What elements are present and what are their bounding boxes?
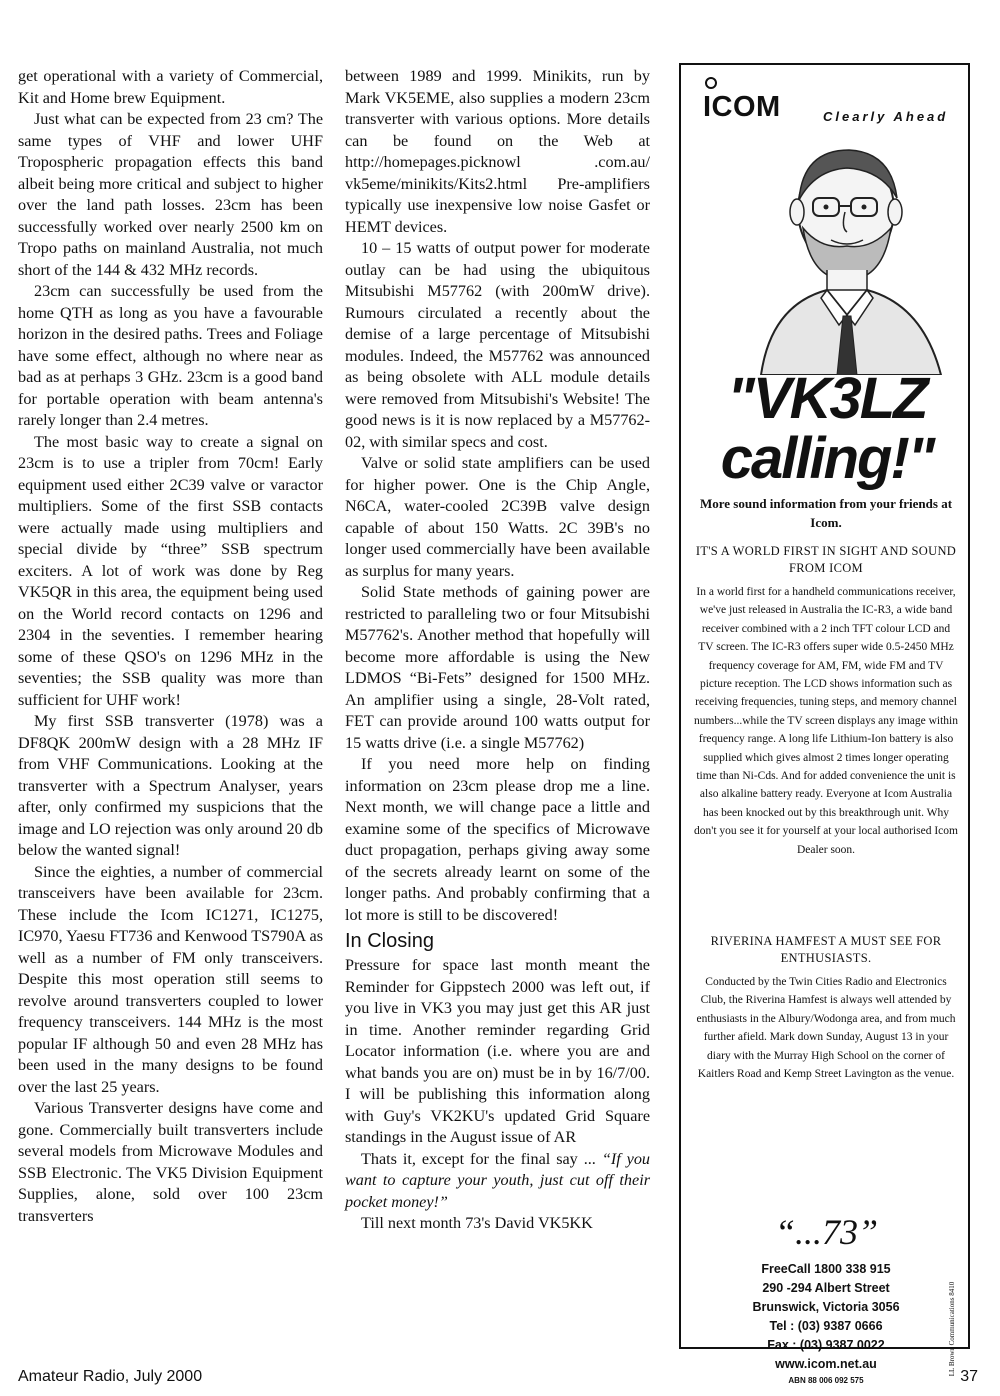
paragraph: My first SSB transverter (1978) was a DF8QK 200mW design with a 28 MHz IF from VHF Communications. Looking at the transverter with a Spectrum Analyser, years after, only confirmed my suspicions that the image and LO rejection was only around 20 db below the wanted signal! <box>18 712 323 859</box>
paragraph: Since the eighties, a number of commercial transceivers have been available for 23cm. These include the Icom IC1271, IC1275, IC970, Yaesu FT736 and Kenwood TS790A as well as a number of FM only transceivers. Despite this most operation still seems to revolve around transverters coupled to lower frequency transceivers. 144 MHz is the most popular IF although 50 and even 28 MHz has been used in the many designs to be found over the last 25 years. <box>18 862 323 1096</box>
article-column-1 <box>18 66 323 1227</box>
article-column-2 <box>345 66 650 1235</box>
paragraph: Pressure for space last month meant the Reminder for Gippstech 2000 was left out, if you live in VK3 you may just get this AR just in time. Another reminder regarding Grid Locator information (i.e. where you are and what bands you are on) must be in by 16/7/00. I will be publishing this information along with Guy's VK2KU's updated Grid Square standings in the August issue of AR <box>345 956 650 1146</box>
fax: Fax : (03) 9387 0022 <box>767 1338 885 1352</box>
page-number: 37 <box>960 1368 978 1385</box>
logo-ring-icon <box>705 77 717 89</box>
signoff: Till next month 73's David VK5KK <box>361 1214 593 1232</box>
paragraph: Just what can be expected from 23 cm? The same types of VHF and lower UHF Tropospheric propagation effects this band albeit being more critical and subject to higher over the land path losses. 23cm has been successfully worked over nearly 2500 km on Tropo paths on mainland Australia, not much short of the 144 & 432 MHz records. <box>18 110 323 279</box>
ad-section-body: In a world first for a handheld communications receiver, we've just released in Australia the IC-R3, a wide band receiver combined with a 2 inch TFT colour LCD and TV screen. The IC-R3 offers super wide 0.5-2450 MHz frequency coverage for AM, FM, wide FM and TV picture reception. The LCD shows information such as receiving frequencies, tuning steps, and memory channel numbers...while the TV screen displays any image within frequency range. A long life Lithium-Ion battery is also supplied which gives almost 2 times longer operating time than Ni-Cds. And for added convenience the unit is also alkaline battery ready. Everyone at Icom Australia has been knocked out by this breakthrough unit. Why don't you see it for yourself at your local authorised Icom Dealer soon. <box>693 586 959 856</box>
section-heading: In Closing <box>345 930 434 952</box>
website-link[interactable]: www.icom.net.au <box>775 1357 877 1371</box>
portrait-illustration <box>751 140 951 375</box>
address-line: Brunswick, Victoria 3056 <box>752 1300 900 1314</box>
headline: "VK3LZ calling!" <box>720 366 934 491</box>
freecall: FreeCall 1800 338 915 <box>761 1262 891 1276</box>
tagline: Clearly Ahead <box>823 109 949 124</box>
ad-subhead: More sound information from your friends at Icom. <box>699 496 953 530</box>
paragraph: The most basic way to create a signal on 23cm is to use a tripler from 70cm! Early equipment used either 2C39 valve or varactor multipliers. Some of the first SSB contacts were actually made using multipliers and special divide by “three” SSB spectrum exciters. A lot of work was done by Reg VK5QR in this area, the equipment being used on the World record contacts on 1296 and 2304 in the seventies. I remember hearing some of these QSO's on 1296 MHz in the seventies; the SSB quality was more than sufficient for UHF work! <box>18 432 323 709</box>
contact-block <box>711 1260 941 1388</box>
agency-credit: LL Brown Communications 8410 <box>948 1281 956 1377</box>
publication-footer: Amateur Radio, July 2000 <box>18 1368 203 1385</box>
paragraph: Solid State methods of gaining power are restricted to paralleling two or four Mitsubishi M57762's. Another method that hopefully will become more affordable is using the New LDMOS “Bi-Fets” designed for 1500 MHz. An amplifier using a single, 28-Volt rated, FET can provide around 100 watts output for 15 watts drive (i.e. a single M57762) <box>345 583 650 752</box>
paragraph: Various Transverter designs have come and gone. Commercially built transverters include several models from Microwave Modules and SSB Electronic. The VK5 Division Equipment Supplies, alone, sold over 100 23cm transverters <box>18 1099 323 1225</box>
paragraph: between 1989 and 1999. Minikits, run by Mark VK5EME, also supplies a modern 23cm transverter with various options. More details can be found on the Web at http://homepages.picknowl .com.au/ vk5eme/minikits/Kits2.html Pre-amplifiers typically use inexpensive low noise Gasfet or HEMT devices. <box>345 67 650 236</box>
icom-logo: ICOM <box>703 91 781 124</box>
seventy-three: “...73” <box>774 1212 879 1252</box>
telephone: Tel : (03) 9387 0666 <box>769 1319 883 1333</box>
ad-section-body: Conducted by the Twin Cities Radio and Electronics Club, the Riverina Hamfest is always well attended by enthusiasts in the Albury/Wodonga area, and from much further afield. Mark down Sunday, August 13 in your diary with the Murray High School on the corner of Kaitlers Road and Kemp Street Lavington as the venue. <box>696 976 956 1081</box>
address-line: 290 -294 Albert Street <box>762 1281 890 1295</box>
paragraph <box>345 1149 650 1214</box>
paragraph: Valve or solid state amplifiers can be used for higher power. One is the Chip Angle, N6CA, water-cooled 2C39B valve design capable of about 150 Watts. 2C 39B's no longer used commercially have been available as surplus for many years. <box>345 454 650 580</box>
paragraph: get operational with a variety of Commercial, Kit and Home brew Equipment. <box>18 67 323 107</box>
paragraph: 10 – 15 watts of output power for moderate outlay can be had using the ubiquitous Mitsubishi M57762 (with 200mW drive). Rumours circulated a recently about the demise of a large percentage of Mitsubishi modules. Indeed, the M57762 was announced as being obsolete with ALL module details were removed from Mitsubishi's Website! The good news is it is now replaced by a M57762-02, with similar specs and cost. <box>345 239 650 451</box>
ad-section-heading: IT'S A WORLD FIRST IN SIGHT AND SOUND FROM ICOM <box>695 544 957 575</box>
abn: ABN 88 006 092 575 <box>788 1376 864 1385</box>
paragraph: If you need more help on finding information on 23cm please drop me a line. Next month, we will change pace a little and examine some of the specifics of Microwave duct propagation, perhaps giving away some of the secrets already learnt on some of the longer paths. And probably confirming that a lot more is still to be discovered! <box>345 755 650 924</box>
paragraph: 23cm can successfully be used from the home QTH as long as you have a favourable horizon in the desired paths. Trees and Foliage have some effect, although no where near as bad as at perhaps 3 GHz. 23cm is a good band for portable operation with beam antenna's rarely longer than 2.4 metres. <box>18 282 323 429</box>
final-say-lead: Thats it, except for the final say ... <box>361 1149 596 1168</box>
final-say-quote: “If you want to capture your youth, just cut off their pocket money!” <box>345 1149 651 1211</box>
ad-section-heading: RIVERINA HAMFEST A MUST SEE FOR ENTHUSIASTS. <box>710 934 942 965</box>
